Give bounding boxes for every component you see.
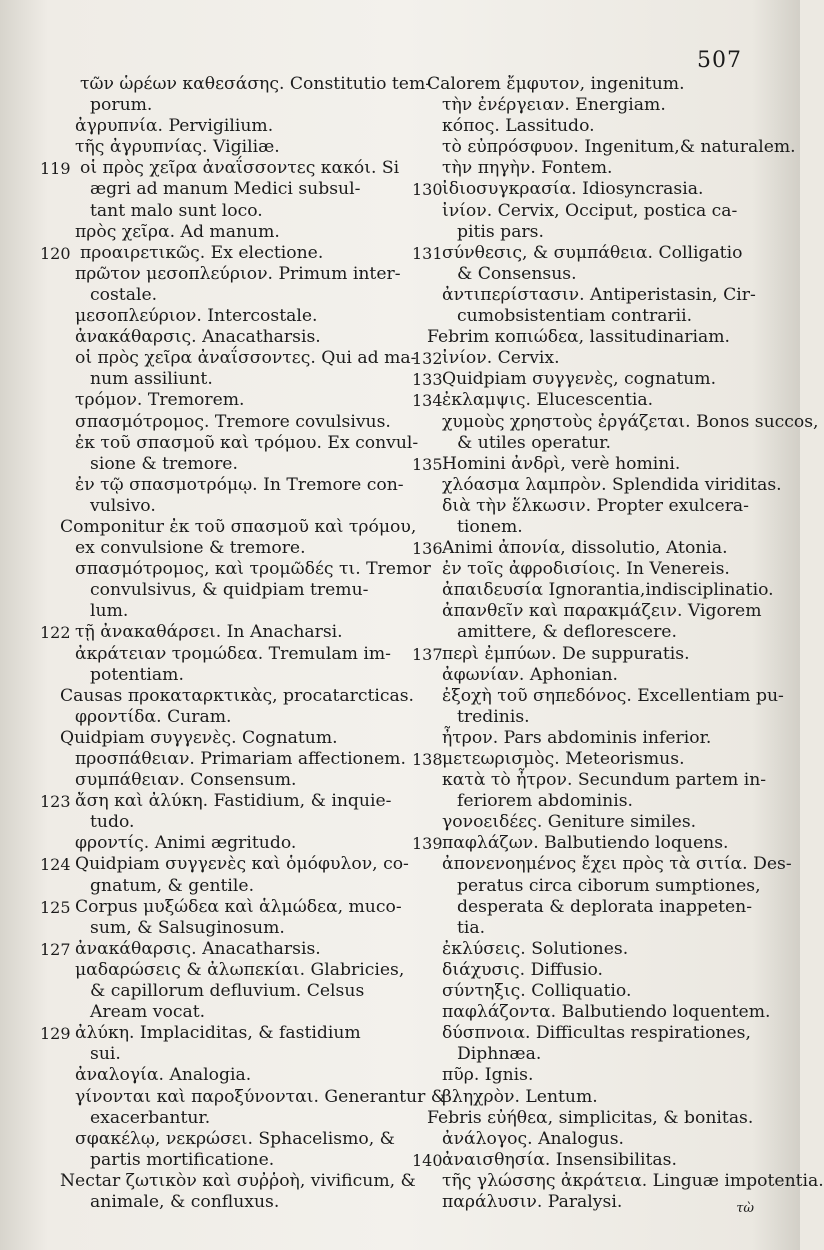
entry-text: Diphnæa. bbox=[457, 1044, 542, 1065]
entry-text: ἰδιοσυγκρασία. Idiosyncrasia. bbox=[442, 179, 704, 200]
entry-text: partis mortificatione. bbox=[90, 1149, 275, 1170]
entry-text: κόπος. Lassitudo. bbox=[442, 116, 595, 137]
entry-text: πρῶτον μεσοπλεύριον. Primum inter- bbox=[75, 263, 401, 284]
entry-text: porum. bbox=[90, 95, 153, 116]
text-line bbox=[412, 918, 772, 939]
text-line bbox=[412, 179, 772, 200]
entry-text: μετεωρισμὸς. Meteorismus. bbox=[442, 749, 685, 769]
text-line bbox=[40, 939, 390, 960]
entry-text: γονοειδέες. Geniture similes. bbox=[442, 812, 697, 833]
entry-text: Quidpiam συγγενὲς καὶ ὁμόφυλον, co- bbox=[75, 854, 409, 875]
text-line bbox=[412, 285, 772, 306]
entry-text: sui. bbox=[90, 1044, 121, 1065]
entry-text: οἱ πρὸς χεῖρα ἀναΐσσοντες. Qui ad ma- bbox=[75, 348, 417, 369]
entry-text: amittere, & deflorescere. bbox=[457, 622, 677, 643]
entry-text: Componitur ἐκ τοῦ σπασμοῦ καὶ τρόμου, bbox=[60, 516, 417, 537]
text-line bbox=[412, 854, 792, 875]
entry-text: Nectar ζωτικὸν καὶ συῤῥοὴ, vivificum, & bbox=[60, 1170, 416, 1191]
text-line bbox=[40, 559, 431, 580]
entry-text: παράλυσιν. Paralysi. bbox=[442, 1191, 623, 1212]
text-line bbox=[40, 285, 390, 306]
entry-text: περὶ ἐμπύων. De suppuratis. bbox=[442, 643, 690, 664]
text-line bbox=[412, 1044, 772, 1065]
entry-text: gnatum, & gentile. bbox=[90, 875, 255, 896]
text-line bbox=[40, 432, 419, 454]
entry-number: 120 bbox=[40, 243, 71, 263]
entry-text: tant malo sunt loco. bbox=[90, 200, 263, 221]
text-line bbox=[40, 833, 390, 854]
entry-text: tredinis. bbox=[457, 706, 530, 727]
entry-text: κατὰ τὸ ἦτρον. Secundum partem in- bbox=[442, 770, 767, 791]
text-line bbox=[40, 158, 400, 179]
text-line bbox=[412, 474, 782, 496]
entry-text: Causas προκαταρκτικὰς, procatarcticas. bbox=[60, 685, 415, 706]
entry-text: ἐκλύσεις. Solutiones. bbox=[442, 938, 629, 959]
text-line bbox=[412, 559, 772, 580]
text-line bbox=[412, 433, 772, 454]
entry-text: sione & tremore. bbox=[90, 453, 238, 474]
entry-number: 134 bbox=[412, 391, 443, 411]
text-line bbox=[412, 981, 772, 1002]
text-line bbox=[40, 369, 390, 390]
text-line bbox=[40, 728, 390, 749]
entry-text: σφακέλῳ, νεκρώσει. Sphacelismo, & bbox=[75, 1128, 395, 1149]
entry-number: 139 bbox=[412, 834, 443, 854]
text-line bbox=[412, 243, 772, 264]
text-line bbox=[40, 1128, 395, 1150]
text-line bbox=[40, 538, 390, 559]
text-line bbox=[40, 496, 390, 517]
entry-text: costale. bbox=[90, 284, 158, 305]
text-line bbox=[40, 1086, 447, 1108]
entry-text: ἀνακάθαρσις. Anacatharsis. bbox=[75, 327, 321, 348]
entry-number: 132 bbox=[412, 349, 443, 369]
entry-text: προσπάθειαν. Primariam affectionem. bbox=[75, 749, 406, 769]
entry-text: Febris εὐήθεα, simplicitas, & bonitas. bbox=[427, 1107, 754, 1128]
text-line bbox=[40, 665, 390, 686]
text-line bbox=[412, 644, 772, 665]
text-line bbox=[40, 791, 390, 812]
entry-text: ἀπαιδευσία Ignorantia,indisciplinatio. bbox=[442, 580, 774, 601]
text-line bbox=[40, 95, 390, 116]
entry-text: ἐξοχὴ τοῦ σηπεδόνος. Excellentiam pu- bbox=[442, 685, 784, 706]
text-line bbox=[40, 918, 390, 939]
entry-text: sum, & Salsuginosum. bbox=[90, 917, 285, 938]
entry-number: 131 bbox=[412, 243, 443, 263]
text-line bbox=[412, 369, 772, 390]
entry-text: τῇ ἀνακαθάρσει. In Anacharsi. bbox=[75, 622, 343, 643]
text-line bbox=[412, 960, 772, 981]
entry-text: μεσοπλεύριον. Intercostale. bbox=[75, 306, 318, 327]
text-line bbox=[40, 1192, 390, 1213]
text-line bbox=[412, 496, 772, 517]
text-line bbox=[40, 263, 401, 285]
entry-text: παφλάζων. Balbutiendo loquens. bbox=[442, 833, 729, 854]
text-line bbox=[412, 517, 772, 538]
entry-text: ἦτρον. Pars abdominis inferior. bbox=[442, 727, 712, 748]
entry-text: pitis pars. bbox=[457, 221, 544, 242]
text-line bbox=[412, 1023, 772, 1044]
entry-text: ἄση καὶ ἀλύκη. Fastidium, & inquie- bbox=[75, 791, 392, 812]
text-line bbox=[40, 1170, 416, 1192]
entry-text: & capillorum defluvium. Celsus bbox=[90, 981, 365, 1002]
entry-text: ἀπανθεῖν καὶ παρακμάζειν. Vigorem bbox=[442, 601, 762, 622]
text-line bbox=[412, 833, 772, 854]
text-line bbox=[40, 116, 390, 137]
text-line bbox=[412, 116, 772, 137]
entry-text: τῆς γλώσσης ἀκράτεια. Linguæ impotentia. bbox=[442, 1170, 824, 1191]
entry-text: ἀγρυπνία. Pervigilium. bbox=[75, 116, 274, 137]
text-line bbox=[40, 1150, 390, 1171]
entry-text: δύσπνοια. Difficultas respirationes, bbox=[442, 1023, 751, 1044]
text-line bbox=[412, 707, 772, 728]
text-line bbox=[40, 981, 390, 1002]
entry-text: τὴν πηγὴν. Fontem. bbox=[442, 158, 613, 179]
entry-number: 136 bbox=[412, 539, 443, 559]
text-line bbox=[40, 222, 390, 243]
text-line bbox=[412, 1170, 824, 1192]
text-line bbox=[412, 685, 784, 707]
text-line bbox=[412, 1065, 772, 1086]
entry-text: ἀπονενοημένος ἔχει πρὸς τὰ σιτία. Des- bbox=[442, 854, 792, 875]
entry-text: βληχρὸν. Lentum. bbox=[442, 1086, 598, 1107]
text-line bbox=[40, 306, 390, 327]
text-line bbox=[40, 854, 409, 875]
text-line bbox=[412, 580, 772, 601]
entry-number: 125 bbox=[40, 897, 71, 917]
entry-text: τὴν ἐνέργειαν. Energiam. bbox=[442, 95, 666, 116]
entry-text: tionem. bbox=[457, 516, 523, 537]
entry-number: 129 bbox=[40, 1024, 71, 1044]
entry-text: φροντίδα. Curam. bbox=[75, 706, 232, 727]
text-line bbox=[40, 412, 390, 433]
entry-text: συμπάθειαν. Consensum. bbox=[75, 770, 297, 791]
entry-text: ἀνάλογος. Analogus. bbox=[442, 1128, 625, 1149]
text-line bbox=[40, 454, 390, 475]
text-line bbox=[40, 474, 404, 496]
right-column bbox=[412, 74, 824, 1213]
text-line bbox=[412, 74, 772, 95]
entry-text: convulsivus, & quidpiam tremu- bbox=[90, 580, 369, 601]
text-line bbox=[40, 1002, 390, 1023]
text-line bbox=[412, 665, 772, 686]
entry-number: 133 bbox=[412, 370, 443, 390]
entry-text: & utiles operatur. bbox=[457, 432, 611, 453]
entry-text: ἀναισθησία. Insensibilitas. bbox=[442, 1149, 677, 1170]
entry-text: ἐκ τοῦ σπασμοῦ καὶ τρόμου. Ex convul- bbox=[75, 432, 419, 453]
entry-text: σπασμότρομος, καὶ τρομῶδές τι. Tremor bbox=[75, 559, 431, 580]
text-line bbox=[412, 1150, 772, 1171]
entry-text: Quidpiam συγγενὲς. Cognatum. bbox=[60, 727, 338, 748]
entry-text: ægri ad manum Medici subsul- bbox=[90, 179, 361, 200]
text-line bbox=[412, 201, 772, 222]
entry-text: τῶν ὡρέων καθεσάσης. Constitutio tem- bbox=[80, 74, 432, 94]
text-line bbox=[40, 707, 390, 728]
entry-text: ἐκλαμψις. Elucescentia. bbox=[442, 390, 654, 411]
entry-text: potentiam. bbox=[90, 664, 184, 685]
text-line bbox=[40, 348, 417, 369]
text-line bbox=[40, 516, 417, 538]
text-line bbox=[412, 897, 772, 918]
entry-text: vulsivo. bbox=[90, 495, 156, 516]
entry-text: feriorem abdominis. bbox=[457, 791, 633, 812]
text-line bbox=[40, 876, 390, 897]
entry-text: & Consensus. bbox=[457, 263, 577, 284]
entry-text: desperata & deplorata inappeten- bbox=[457, 896, 753, 917]
text-line bbox=[40, 243, 390, 264]
entry-text: διὰ τὴν ἕλκωσιν. Propter exulcera- bbox=[442, 495, 749, 516]
entry-text: Calorem ἔμφυτον, ingenitum. bbox=[427, 74, 685, 94]
catchword: τὼ bbox=[736, 1201, 754, 1216]
entry-text: γίνονται καὶ παροξύνονται. Generantur & bbox=[75, 1086, 447, 1107]
entry-text: peratus circa ciborum sumptiones, bbox=[457, 875, 761, 896]
text-line bbox=[40, 1044, 390, 1065]
entry-text: ἰνίον. Cervix. bbox=[442, 348, 560, 369]
text-line bbox=[40, 644, 390, 665]
entry-text: τῆς ἀγρυπνίας. Vigiliæ. bbox=[75, 137, 280, 158]
entry-text: exacerbantur. bbox=[90, 1107, 211, 1128]
entry-text: παφλάζοντα. Balbutiendo loquentem. bbox=[442, 1002, 771, 1023]
text-line bbox=[412, 390, 772, 411]
text-line bbox=[412, 1129, 772, 1150]
text-line bbox=[40, 1023, 390, 1044]
entry-number: 137 bbox=[412, 644, 443, 664]
entry-text: Corpus μυξώδεα καὶ ἁλμώδεα, muco- bbox=[75, 896, 402, 917]
text-line bbox=[40, 390, 390, 411]
entry-number: 119 bbox=[40, 159, 71, 179]
entry-text: χλόασμα λαμπρὸν. Splendida viriditas. bbox=[442, 474, 782, 495]
text-line bbox=[412, 137, 796, 158]
entry-text: σπασμότρομος. Tremore covulsivus. bbox=[75, 411, 391, 432]
entry-text: ἀφωνίαν. Aphonian. bbox=[442, 664, 619, 685]
text-line bbox=[40, 179, 390, 200]
entry-text: ἐν τοῖς ἀφροδισίοις. In Venereis. bbox=[442, 559, 730, 580]
text-line bbox=[412, 411, 819, 433]
entry-text: διάχυσις. Diffusio. bbox=[442, 959, 603, 980]
entry-number: 130 bbox=[412, 180, 443, 200]
entry-text: σύνθεσις, & συμπάθεια. Colligatio bbox=[442, 242, 743, 263]
entry-text: τὸ εὐπρόσφυον. Ingenitum,& naturalem. bbox=[442, 137, 796, 158]
text-line bbox=[40, 896, 402, 918]
entry-text: τρόμον. Tremorem. bbox=[75, 390, 245, 411]
page-number: 507 bbox=[697, 48, 742, 73]
text-line bbox=[412, 348, 772, 369]
text-line bbox=[40, 580, 390, 601]
entry-text: Animi ἀπονία, dissolutio, Atonia. bbox=[442, 538, 728, 559]
entry-number: 127 bbox=[40, 939, 71, 959]
text-line bbox=[412, 791, 772, 812]
entry-text: tudo. bbox=[90, 812, 135, 833]
text-line bbox=[40, 622, 390, 643]
text-line bbox=[412, 306, 772, 327]
entry-text: num assiliunt. bbox=[90, 369, 213, 390]
entry-text: cumobsistentiam contrarii. bbox=[457, 306, 693, 327]
entry-text: Aream vocat. bbox=[90, 1002, 206, 1023]
entry-text: Quidpiam συγγενὲς, cognatum. bbox=[442, 369, 717, 390]
text-line bbox=[40, 327, 390, 348]
entry-text: ἀντιπερίστασιν. Antiperistasin, Cir- bbox=[442, 284, 756, 305]
text-line bbox=[40, 685, 415, 707]
entry-text: οἱ πρὸς χεῖρα ἀναΐσσοντες κακόι. Si bbox=[80, 158, 400, 179]
entry-text: ἀναλογία. Analogia. bbox=[75, 1065, 252, 1086]
entry-text: φροντίς. Animi ægritudo. bbox=[75, 833, 297, 854]
text-line bbox=[40, 601, 390, 622]
text-line bbox=[40, 1108, 390, 1129]
entry-text: σύντηξις. Colliquatio. bbox=[442, 981, 632, 1002]
entry-text: Homini ἀνδρὶ, verè homini. bbox=[442, 453, 681, 474]
entry-number: 140 bbox=[412, 1150, 443, 1170]
text-line bbox=[412, 1108, 772, 1129]
text-line bbox=[412, 1087, 772, 1108]
entry-number: 123 bbox=[40, 792, 71, 812]
entry-text: πρὸς χεῖρα. Ad manum. bbox=[75, 221, 280, 242]
text-line bbox=[412, 601, 772, 622]
text-line bbox=[40, 770, 390, 791]
entry-number: 138 bbox=[412, 750, 443, 769]
entry-number: 135 bbox=[412, 454, 443, 474]
entry-text: ἰνίον. Cervix, Occiput, postica ca- bbox=[442, 200, 738, 221]
entry-number: 122 bbox=[40, 623, 71, 643]
text-line bbox=[412, 749, 772, 770]
entry-text: ἐν τῷ σπασμοτρόμῳ. In Tremore con- bbox=[75, 474, 404, 495]
text-line bbox=[40, 74, 432, 95]
text-line bbox=[412, 876, 772, 897]
entry-number: 124 bbox=[40, 855, 71, 875]
text-line bbox=[412, 939, 772, 960]
text-line bbox=[412, 158, 772, 179]
entry-text: ἀκράτειαν τρομώδεα. Tremulam im- bbox=[75, 643, 391, 664]
text-line bbox=[412, 1002, 772, 1023]
text-line bbox=[412, 728, 772, 749]
entry-text: χυμοὺς χρηστοὺς ἐργάζεται. Bonos succos, bbox=[442, 411, 819, 432]
text-line bbox=[412, 222, 772, 243]
entry-text: animale, & confluxus. bbox=[90, 1191, 280, 1212]
entry-text: tia. bbox=[457, 917, 486, 938]
text-line bbox=[412, 454, 772, 475]
text-line bbox=[40, 201, 390, 222]
text-line bbox=[412, 538, 772, 559]
text-line bbox=[412, 622, 772, 643]
entry-text: lum. bbox=[90, 601, 129, 622]
entry-text: Febrim κοπιώδεα, lassitudinariam. bbox=[427, 327, 730, 348]
text-line bbox=[412, 770, 772, 791]
text-line bbox=[40, 959, 405, 981]
entry-text: ἀλύκη. Implaciditas, & fastidium bbox=[75, 1023, 361, 1044]
text-line bbox=[40, 137, 390, 158]
entry-text: ἀνακάθαρσις. Anacatharsis. bbox=[75, 938, 321, 959]
text-line bbox=[40, 749, 406, 770]
entry-text: μαδαρώσεις & ἀλωπεκίαι. Glabricies, bbox=[75, 959, 405, 980]
entry-text: προαιρετικῶς. Ex electione. bbox=[80, 242, 324, 263]
text-line bbox=[412, 1192, 772, 1213]
text-line bbox=[412, 264, 772, 285]
text-line bbox=[40, 1065, 390, 1086]
text-line bbox=[412, 95, 772, 116]
text-line bbox=[40, 812, 390, 833]
text-line bbox=[412, 812, 772, 833]
entry-text: ex convulsione & tremore. bbox=[75, 538, 306, 559]
text-line bbox=[412, 327, 772, 348]
entry-text: πῦρ. Ignis. bbox=[442, 1065, 534, 1086]
